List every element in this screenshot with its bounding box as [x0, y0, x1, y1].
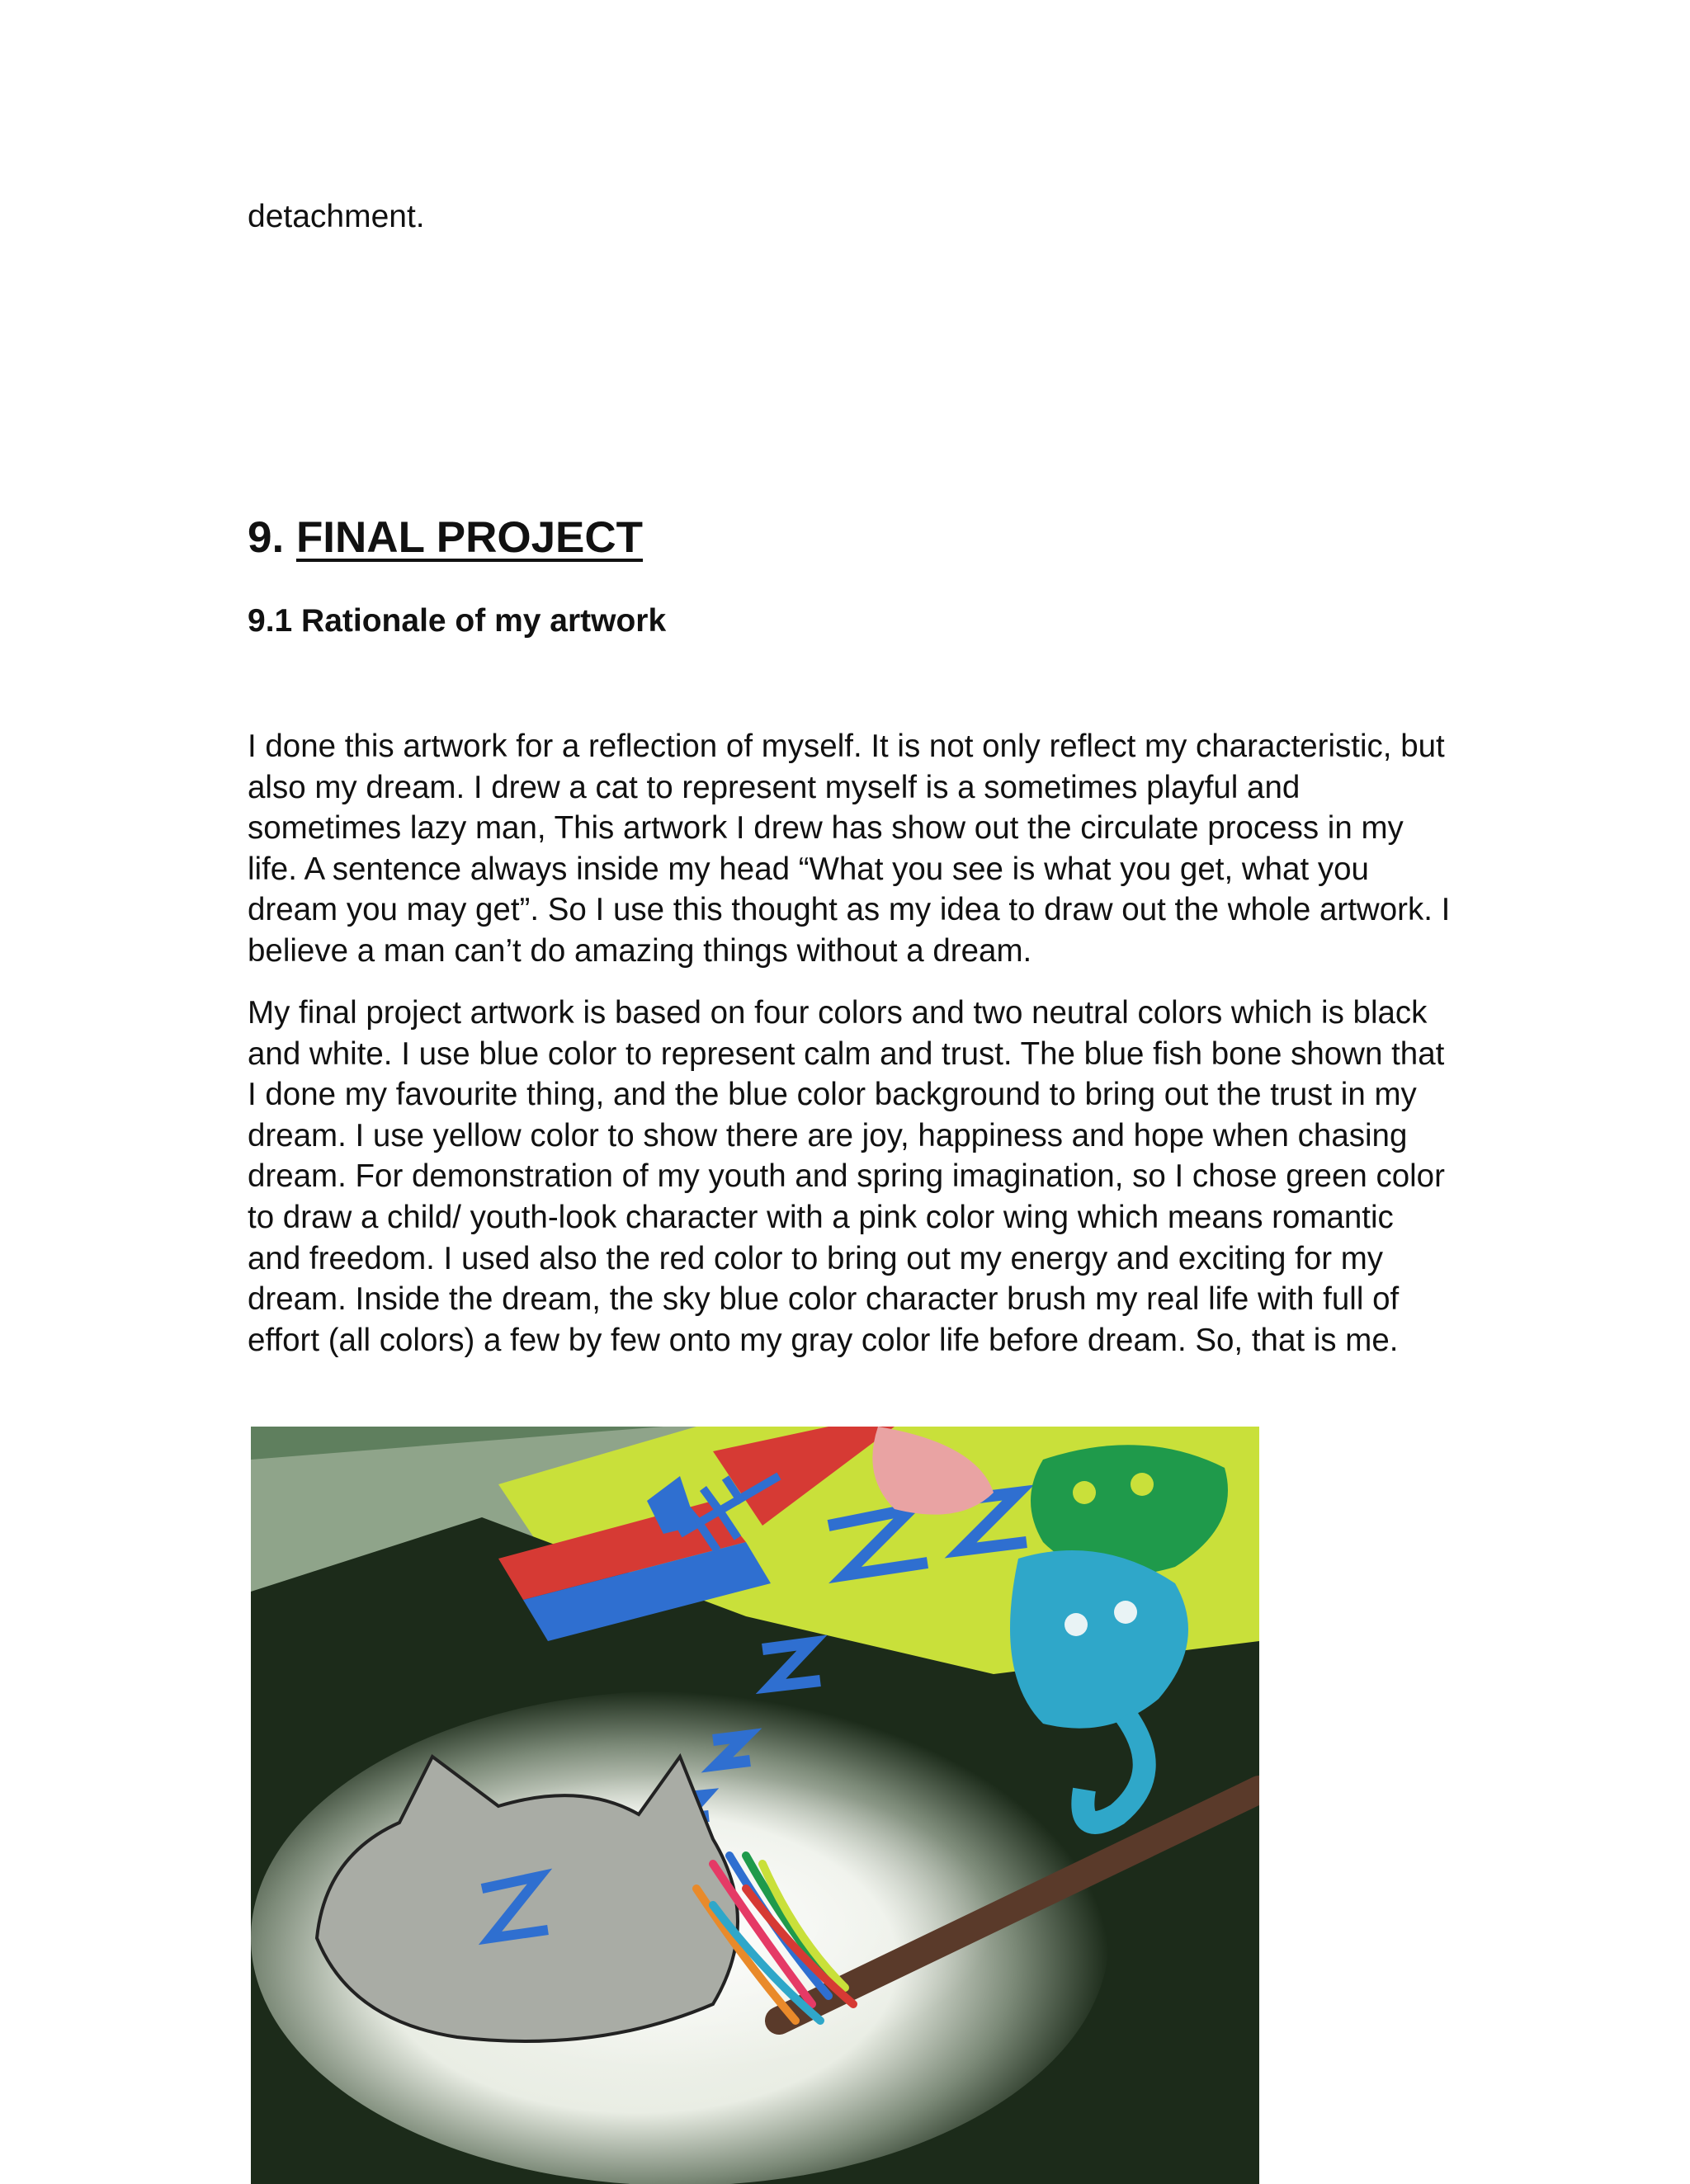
body-paragraph: My final project artwork is based on four colors and two neutral colors which is black and white. I use blue color to represent calm and trust. The blue fish bone shown that I done my favourite thing, and the blue color background to bring out the trust in my dream. I use yellow color to show there are joy, happiness and hope when chasing dream. For demonstration of my youth and spring imagination, so I chose green color to draw a child/ youth-look character with a pink color wing which means romantic and freedom. I used also the red color to bring out my energy and exciting for my dream. Inside the dream, the sky blue color character brush my real life with full of effort (all colors) a few by few onto my gray color life before dream. So, that is me. — [248, 995, 1445, 1358]
section-heading — [248, 505, 1452, 571]
section-title: FINAL PROJECT — [295, 513, 644, 562]
artwork-photo — [251, 1427, 1259, 2184]
body-paragraph: I done this artwork for a reflection of myself. It is not only reflect my characteristic, but also my dream. I drew a cat to represent myself is a sometimes playful and sometimes lazy man, This artwork I drew has show out the circulate process in my life. A sentence always inside my head “What you see is what you get, what you dream you may get”. So I use this thought as my idea to draw out the whole artwork. I believe a man can’t do amazing things without a dream. — [248, 729, 1451, 969]
subsection-heading: 9.1 Rationale of my artwork — [248, 603, 667, 639]
carry-over-text: detachment. — [248, 199, 425, 234]
artwork-illustration — [251, 1427, 1259, 2184]
section-number: 9. — [248, 513, 285, 562]
